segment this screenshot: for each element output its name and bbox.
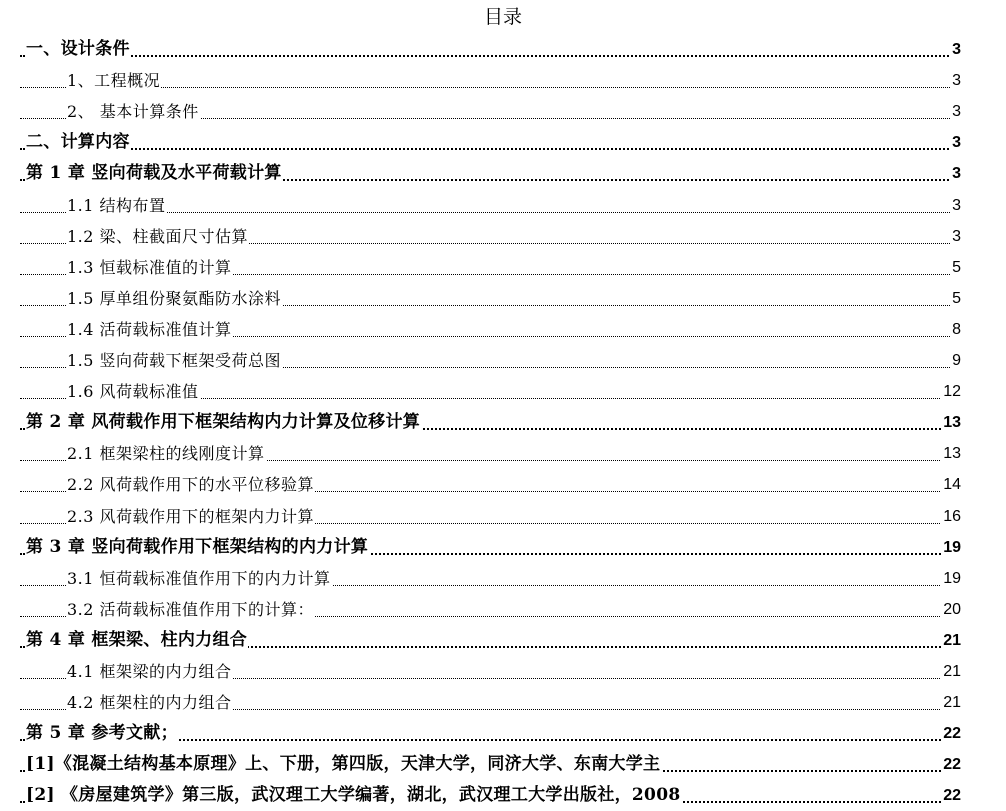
toc-entry-title: 2.2 风荷载作用下的水平位移验算 [67,469,315,500]
toc-page-number: 5 [950,252,961,283]
toc-page-number: 3 [950,65,961,96]
toc-page-number: 16 [941,501,961,532]
toc-page-number: 13 [941,438,961,469]
toc-page-number: 3 [950,158,961,189]
toc-page-number: 22 [941,780,961,811]
toc-entry-title: 2.3 风荷载作用下的框架内力计算 [67,501,315,532]
toc-entry-title: 二、计算内容 [26,127,131,158]
toc-dot-leader [20,55,956,57]
toc-page-number: 21 [941,687,961,718]
toc-page-number: 21 [941,656,961,687]
toc-subentry[interactable] [0,501,1006,532]
toc-subentry[interactable] [0,252,1006,283]
toc-page-number: 13 [941,407,961,438]
toc-page-number: 9 [950,345,961,376]
toc-entry-title: 1.1 结构布置 [67,190,167,221]
toc-subentry[interactable] [0,345,1006,376]
toc-page-number: 19 [941,532,961,563]
toc-heading-entry[interactable] [0,532,1006,563]
toc-entry-title: 1.2 梁、柱截面尺寸估算 [67,221,249,252]
toc-entry-title: 3.1 恒荷载标准值作用下的内力计算 [67,563,332,594]
toc-page-number: 12 [941,376,961,407]
toc-heading-entry[interactable] [0,158,1006,189]
toc-entry-title: 1.5 竖向荷载下框架受荷总图 [67,345,282,376]
toc-entry-title: 1、工程概况 [67,65,161,96]
toc-entry-title: 第 4 章 框架梁、柱内力组合 [26,625,248,656]
toc-subentry[interactable] [0,469,1006,500]
toc-heading-entry[interactable] [0,407,1006,438]
toc-page-number: 21 [941,625,961,656]
toc-subentry[interactable] [0,65,1006,96]
toc-subentry[interactable] [0,283,1006,314]
toc-entry-title: 第 3 章 竖向荷载作用下框架结构的内力计算 [26,532,369,563]
toc-page-number: 14 [941,469,961,500]
toc-subentry[interactable] [0,190,1006,221]
toc-subentry[interactable] [0,563,1006,594]
toc-page-number: 19 [941,563,961,594]
toc-page-number: 3 [950,96,961,127]
toc-subentry[interactable] [0,96,1006,127]
toc-page-number: 8 [950,314,961,345]
toc-entry-title: 3.2 活荷载标准值作用下的计算： [67,594,315,625]
toc-entry-title: 一、设计条件 [26,34,131,65]
toc-page-number: 3 [950,127,961,158]
toc-page-number: 22 [941,749,961,780]
toc-heading-entry[interactable] [0,780,1006,811]
toc-entry-title: 2、 基本计算条件 [67,96,200,127]
toc-entry-title: [2] 《房屋建筑学》第三版，武汉理工大学编著，湖北，武汉理工大学出版社，2008 [26,780,681,811]
toc-page-number: 3 [950,190,961,221]
toc-page-number: 3 [950,34,961,65]
toc-subentry[interactable] [0,656,1006,687]
toc-entry-title: 1.6 风荷载标准值 [67,376,200,407]
page-title: 目录 [483,6,522,28]
toc-heading-entry[interactable] [0,34,1006,65]
toc-entry-title: 第 5 章 参考文献； [26,718,179,749]
toc-heading-entry[interactable] [0,127,1006,158]
toc-subentry[interactable] [0,438,1006,469]
toc-entry-title: 2.1 框架梁柱的线刚度计算 [67,438,266,469]
toc-page-number: 20 [941,594,961,625]
toc-page-number: 5 [950,283,961,314]
toc-heading-entry[interactable] [0,718,1006,749]
toc-entry-title: 1.5 厚单组份聚氨酯防水涂料 [67,283,282,314]
toc-dot-leader [20,148,956,150]
toc-entry-title: [1]《混凝土结构基本原理》上、下册，第四版，天津大学，同济大学、东南大学主 [26,749,661,780]
toc-entry-title: 4.1 框架梁的内力组合 [67,656,233,687]
toc-subentry[interactable] [0,376,1006,407]
toc-heading-entry[interactable] [0,625,1006,656]
toc-page-number: 3 [950,221,961,252]
toc-entry-title: 第 1 章 竖向荷载及水平荷载计算 [26,158,283,189]
toc-entry-title: 1.3 恒载标准值的计算 [67,252,233,283]
toc-page-number: 22 [941,718,961,749]
toc-subentry[interactable] [0,314,1006,345]
toc-subentry[interactable] [0,687,1006,718]
toc-entry-title: 1.4 活荷载标准值计算 [67,314,233,345]
toc-entry-title: 第 2 章 风荷载作用下框架结构内力计算及位移计算 [26,407,421,438]
toc-entry-title: 4.2 框架柱的内力组合 [67,687,233,718]
toc-heading-entry[interactable] [0,749,1006,780]
toc-subentry[interactable] [0,594,1006,625]
toc-subentry[interactable] [0,221,1006,252]
